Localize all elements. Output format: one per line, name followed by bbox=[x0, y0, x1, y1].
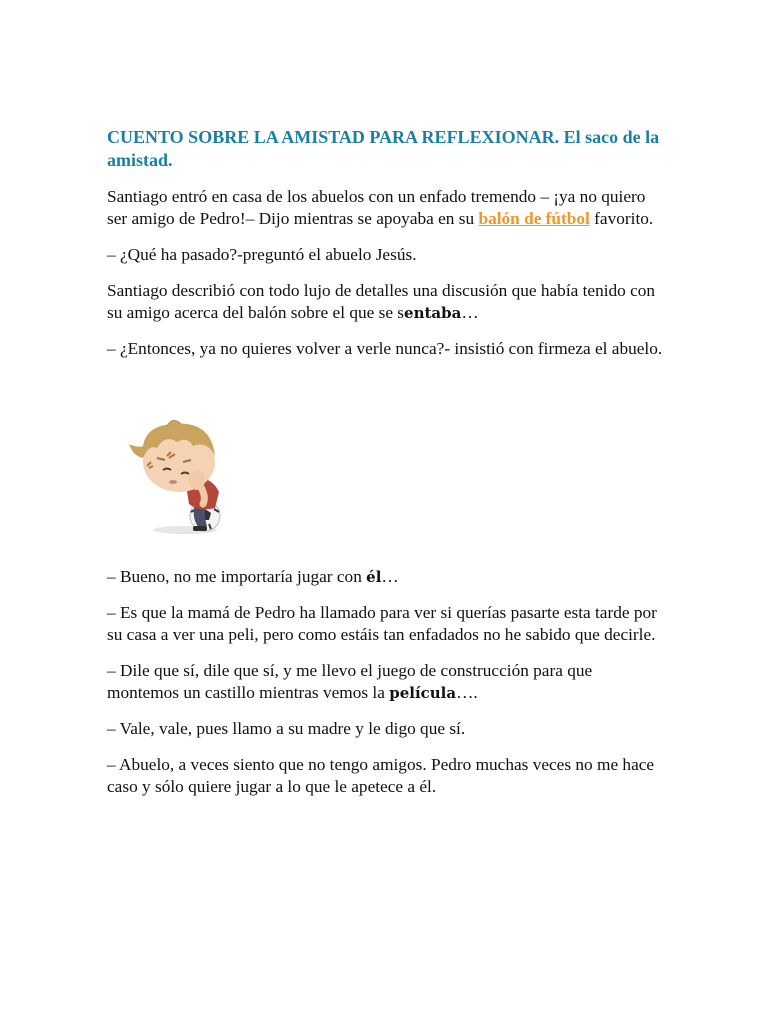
paragraph-6: – Es que la mamá de Pedro ha llamado para ver si querías pasarte esta tarde por su casa a ver una peli, pero como estáis tan enfadados no he sabido que decirle. bbox=[107, 603, 657, 644]
paragraph-7-text: – Dile que sí, dile que sí, y me llevo el juego de construcción para que montemos un castillo mientras vemos la bbox=[107, 661, 593, 702]
paragraph-5-end: … bbox=[381, 567, 399, 586]
document-body bbox=[107, 126, 667, 812]
paragraph-5-bold: él bbox=[366, 568, 382, 586]
paragraph-1-text: Santiago entró en casa de los abuelos con un enfado tremendo – ¡ya no quiero ser amigo de Pedro!– Dijo mientras se apoyaba en su bbox=[107, 187, 646, 228]
story-title: CUENTO SOBRE LA AMISTAD PARA REFLEXIONAR. El saco de la amistad. bbox=[107, 127, 660, 170]
paragraph-3-text: Santiago describió con todo lujo de detalles una discusión que había tenido con su amigo acerca del balón sobre el que se s bbox=[107, 281, 656, 322]
paragraph-1 bbox=[107, 186, 667, 230]
paragraph-9: – Abuelo, a veces siento que no tengo amigos. Pedro muchas veces no me hace caso y sólo quiere jugar a lo que le apetece a él. bbox=[107, 755, 655, 796]
paragraph-7-end: …. bbox=[456, 683, 478, 702]
paragraph-1-end: favorito. bbox=[589, 209, 654, 228]
paragraph-3-bold: entaba bbox=[404, 304, 462, 322]
paragraph-7-bold: película bbox=[389, 684, 457, 702]
paragraph-8: – Vale, vale, pues llamo a su madre y le digo que sí. bbox=[107, 719, 466, 738]
paragraph-2: – ¿Qué ha pasado?-preguntó el abuelo Jesús. bbox=[107, 245, 417, 264]
balon-de-futbol-link[interactable]: balón de fútbol bbox=[478, 209, 590, 228]
sad-boy-on-ball-illustration bbox=[107, 396, 247, 536]
paragraph-7 bbox=[107, 660, 667, 704]
paragraph-3-end: … bbox=[461, 303, 479, 322]
paragraph-5-text: – Bueno, no me importaría jugar con bbox=[107, 567, 367, 586]
paragraph-4: – ¿Entonces, ya no quieres volver a verle nunca?- insistió con firmeza el abuelo. bbox=[107, 339, 663, 358]
paragraph-5 bbox=[107, 566, 667, 588]
paragraph-3 bbox=[107, 280, 667, 324]
